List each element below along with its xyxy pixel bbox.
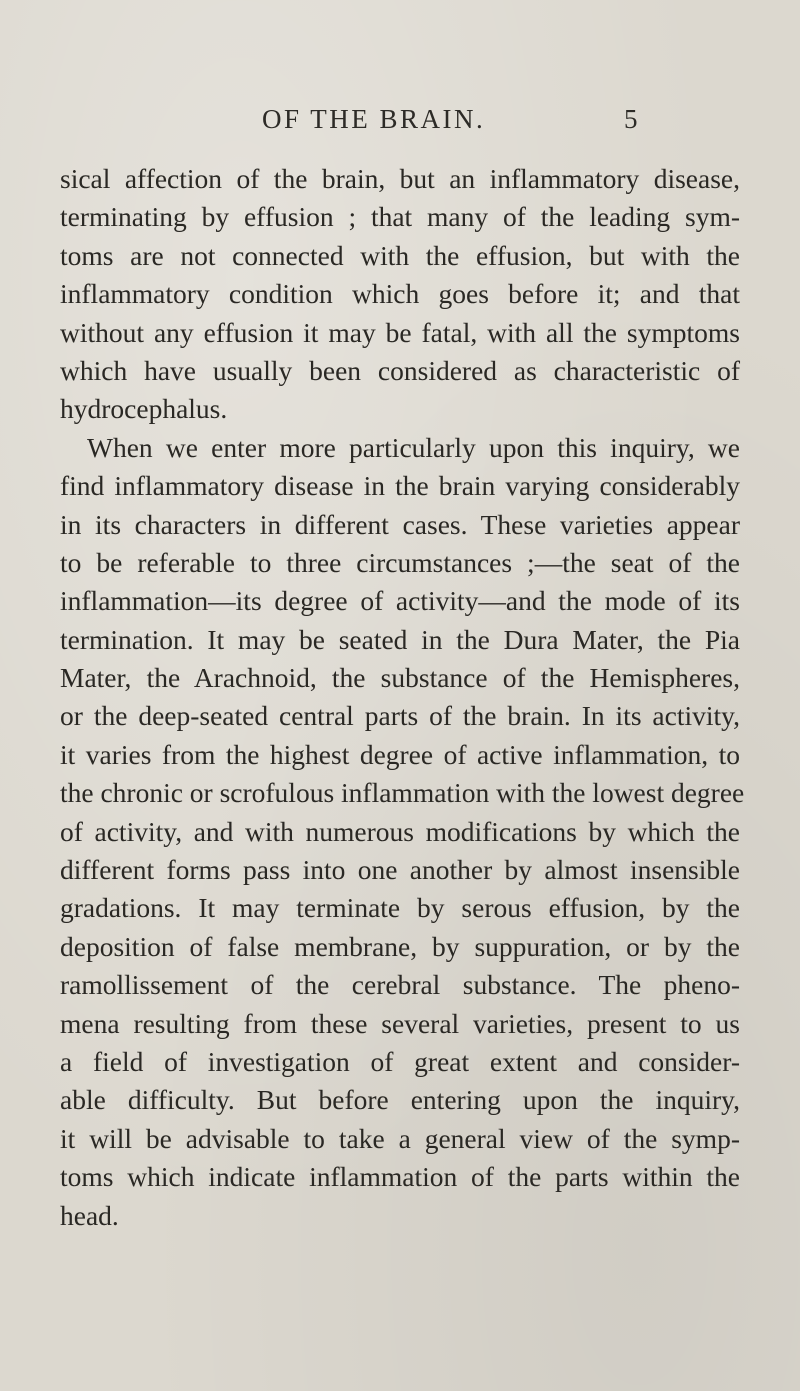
text-line: a field of investigation of great extent and consider- <box>60 1045 740 1077</box>
text-line: different forms pass into one another by almost insensible <box>60 854 740 886</box>
body-text <box>60 160 745 1235</box>
text-line: toms are not connected with the effusion, but with the <box>60 239 740 271</box>
text-line: Mater, the Arachnoid, the substance of the Hemispheres, <box>60 662 740 694</box>
text-line: to be referable to three circumstances ;—the seat of the <box>60 546 740 578</box>
text-line: inflammation—its degree of activity—and the mode of its <box>60 585 740 617</box>
page-header <box>0 104 800 148</box>
text-line: head. <box>60 1199 119 1231</box>
text-line: the chronic or scrofulous inflammation with the lowest degree <box>60 777 745 809</box>
text-line: which have usually been considered as characteristic of <box>60 354 740 386</box>
text-line: find inflammatory disease in the brain varying considerably <box>60 470 740 502</box>
text-line: toms which indicate inflammation of the parts within the <box>60 1161 740 1193</box>
text-line: When we enter more particularly upon this inquiry, we <box>87 431 740 463</box>
text-line: inflammatory condition which goes before it; and that <box>60 278 740 310</box>
running-head: OF THE BRAIN. <box>262 104 486 134</box>
text-line: hydrocephalus. <box>60 393 228 425</box>
text-line: sical affection of the brain, but an inflammatory disease, <box>60 163 740 194</box>
text-line: ramollissement of the cerebral substance. The pheno- <box>60 969 740 1001</box>
text-line: mena resulting from these several varieties, present to us <box>60 1007 740 1039</box>
text-line: in its characters in different cases. These varieties appear <box>60 508 740 540</box>
text-line: termination. It may be seated in the Dura Mater, the Pia <box>60 623 740 655</box>
text-line: without any effusion it may be fatal, with all the symptoms <box>60 316 740 348</box>
text-line: it varies from the highest degree of active inflammation, to <box>60 738 740 770</box>
page-number: 5 <box>624 104 638 134</box>
text-line: terminating by effusion ; that many of the leading sym- <box>60 201 740 233</box>
text-line: gradations. It may terminate by serous effusion, by the <box>60 892 740 924</box>
text-line: it will be advisable to take a general view of the symp- <box>60 1122 740 1154</box>
text-line: able difficulty. But before entering upon the inquiry, <box>60 1084 740 1116</box>
text-line: deposition of false membrane, by suppuration, or by the <box>60 930 740 962</box>
text-line: or the deep-seated central parts of the brain. In its activity, <box>60 700 740 732</box>
text-line: of activity, and with numerous modifications by which the <box>60 815 740 847</box>
